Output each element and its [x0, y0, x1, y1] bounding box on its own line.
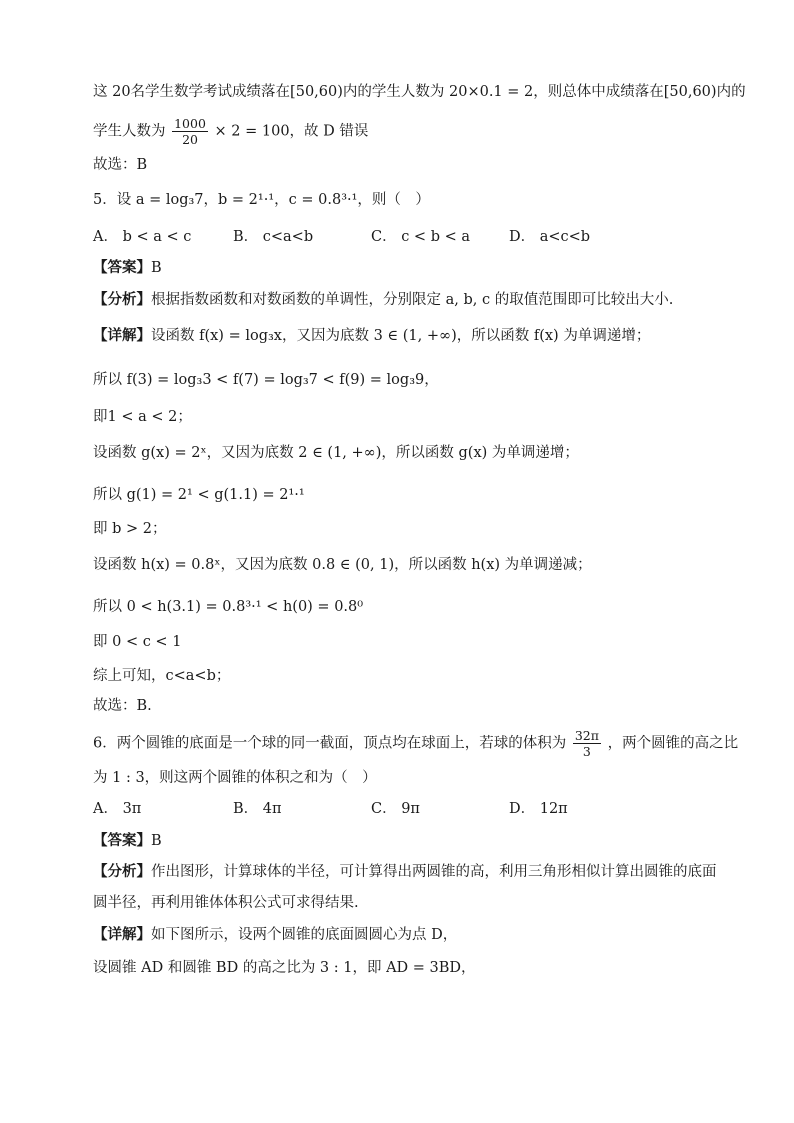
text-line: 设函数 h(x) = 0.8ˣ，又因为底数 0.8 ∈ (0, 1)，所以函数 h(x) 为单调递减；	[93, 557, 592, 573]
option-a: A． b < a < c	[93, 229, 192, 245]
text-line: 故选：B	[93, 157, 148, 173]
text-line: 圆半径，再利用锥体体积公式可求得结果.	[93, 895, 359, 911]
analysis-line	[93, 290, 734, 310]
answer-line	[93, 831, 734, 851]
text-line: 这 20名学生数学考试成绩落在[50,60)内的学生人数为 20×0.1 = 2，则总体中成绩落在[50,60)内的	[93, 84, 746, 100]
text-line: 所以 f(3) = log₃3 < f(7) = log₃7 < f(9) = log₃9，	[93, 372, 439, 388]
answer-tag: 【答案】	[93, 259, 151, 276]
analysis-tag: 【分析】	[93, 863, 151, 880]
fraction	[172, 116, 208, 147]
answer-tag: 【答案】	[93, 832, 151, 849]
text-line: 设函数 g(x) = 2ˣ，又因为底数 2 ∈ (1, +∞)，所以函数 g(x) 为单调递增；	[93, 445, 579, 461]
text-line: 为 1 : 3，则这两个圆锥的体积之和为（ ）	[93, 770, 377, 786]
analysis-line	[93, 862, 734, 882]
text-line: 即1 < a < 2；	[93, 409, 192, 425]
option-a: A． 3π	[93, 801, 142, 817]
text-fragment: 学生人数为	[93, 123, 166, 140]
detail-tag: 【详解】	[93, 926, 151, 943]
option-d: D． 12π	[509, 801, 568, 817]
text-fragment: × 2 = 100，故 D 错误	[214, 123, 369, 140]
option-c: C． 9π	[371, 801, 420, 817]
fraction-denominator: 3	[582, 744, 591, 759]
analysis-text: 作出图形，计算球体的半径，可计算得出两圆锥的高，利用三角形相似计算出圆锥的底面	[151, 864, 717, 880]
fraction-numerator: 32π	[574, 728, 599, 743]
text-line: 即 0 < c < 1	[93, 634, 182, 650]
option-b: B． 4π	[233, 801, 282, 817]
analysis-tag: 【分析】	[93, 291, 151, 308]
question-6-stem	[93, 728, 739, 759]
text-line: 即 b > 2；	[93, 521, 167, 537]
detail-line	[93, 925, 734, 945]
analysis-text: 根据指数函数和对数函数的单调性，分别限定 a, b, c 的取值范围即可比较出大小.	[151, 292, 674, 308]
answer-text: B	[151, 260, 162, 276]
detail-text: 设函数 f(x) = log₃x，又因为底数 3 ∈ (1, +∞)，所以函数 f(x) 为单调递增；	[151, 328, 651, 344]
option-d: D． a<c<b	[509, 229, 591, 245]
fraction	[573, 728, 601, 759]
text-line-with-fraction	[93, 116, 734, 147]
text-line: 综上可知，c<a<b；	[93, 668, 231, 684]
text-line: 设圆锥 AD 和圆锥 BD 的高之比为 3 : 1，即 AD = 3BD，	[93, 960, 476, 976]
detail-line	[93, 326, 734, 346]
option-c: C． c < b < a	[371, 229, 470, 245]
detail-tag: 【详解】	[93, 327, 151, 344]
text-line: 所以 0 < h(3.1) = 0.8³·¹ < h(0) = 0.8⁰	[93, 599, 364, 615]
answer-line	[93, 258, 734, 278]
text-line: 故选：B.	[93, 698, 152, 714]
detail-text: 如下图所示，设两个圆锥的底面圆圆心为点 D，	[151, 927, 458, 943]
fraction-denominator: 20	[182, 132, 198, 147]
text-fragment: 6．两个圆锥的底面是一个球的同一截面，顶点均在球面上，若球的体积为	[93, 735, 567, 752]
text-fragment: ，两个圆锥的高之比	[607, 735, 739, 752]
text-line: 所以 g(1) = 2¹ < g(1.1) = 2¹·¹	[93, 487, 305, 503]
answer-text: B	[151, 833, 162, 849]
option-b: B． c<a<b	[233, 229, 314, 245]
fraction-numerator: 1000	[174, 116, 206, 131]
question-5-stem: 5．设 a = log₃7，b = 2¹·¹，c = 0.8³·¹，则（ ）	[93, 192, 430, 208]
